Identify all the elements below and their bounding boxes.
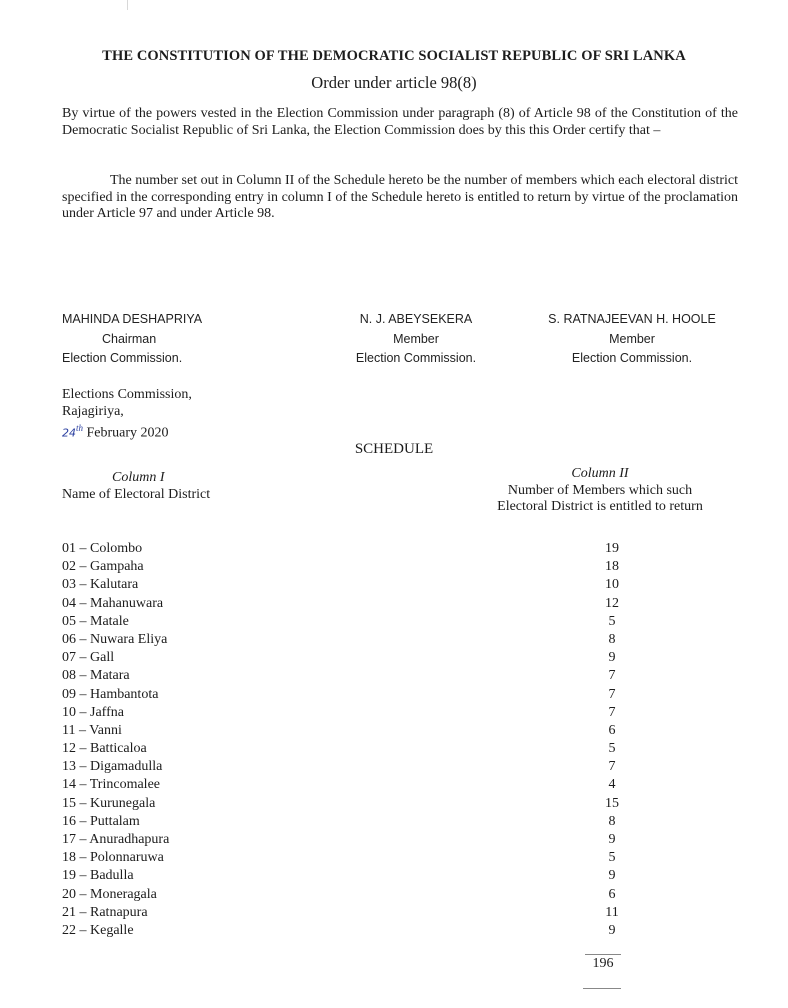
column-2-label: Column II <box>571 466 629 481</box>
district-name: 19 – Badulla <box>62 868 134 884</box>
address-line-1: Elections Commission, <box>62 387 192 402</box>
table-row <box>62 649 616 667</box>
page-number-rule-top <box>585 954 621 955</box>
district-name: 02 – Gampaha <box>62 559 144 575</box>
signatory-body: Election Commission. <box>355 351 477 365</box>
district-name: 05 – Matale <box>62 613 129 629</box>
district-name: 10 – Jaffna <box>62 704 124 720</box>
table-row <box>62 758 616 776</box>
table-row <box>62 776 616 794</box>
table-row <box>62 904 619 922</box>
member-count: 5 <box>608 741 616 757</box>
signatory-name: N. J. ABEYSEKERA <box>359 312 473 326</box>
member-count: 7 <box>608 704 616 720</box>
member-count: 11 <box>605 904 619 920</box>
table-row <box>62 595 619 613</box>
member-count: 5 <box>608 613 616 629</box>
table-row <box>62 867 616 885</box>
member-count: 7 <box>608 668 616 684</box>
district-name: 09 – Hambantota <box>62 686 159 702</box>
signatory-body: Election Commission. <box>571 351 693 365</box>
address-line-2: Rajagiriya, <box>62 404 124 419</box>
district-name: 17 – Anuradhapura <box>62 832 170 847</box>
district-name: 13 – Digamadulla <box>62 759 163 775</box>
page-number-rule-bottom <box>583 988 621 989</box>
handwritten-day-suffix: th <box>76 423 84 433</box>
member-count: 8 <box>608 813 616 829</box>
district-name: 08 – Matara <box>62 668 130 684</box>
date-month-year: February 2020 <box>86 425 169 441</box>
member-count: 9 <box>608 832 616 847</box>
district-name: 07 – Gall <box>62 650 115 666</box>
district-name: 14 – Trincomalee <box>62 777 160 793</box>
table-row <box>62 886 616 904</box>
district-name: 12 – Batticaloa <box>62 741 147 757</box>
table-row <box>62 631 616 649</box>
member-count: 8 <box>608 631 616 647</box>
district-name: 03 – Kalutara <box>62 577 139 593</box>
table-row <box>62 795 619 813</box>
member-count: 15 <box>605 795 619 811</box>
member-count: 6 <box>608 886 616 902</box>
member-count: 9 <box>608 868 616 884</box>
column-1-heading: Name of Electoral District <box>62 486 211 502</box>
handwritten-day: 24 <box>62 426 76 440</box>
signatory-name: S. RATNAJEEVAN H. HOOLE <box>548 312 716 326</box>
district-name: 22 – Kegalle <box>62 922 134 938</box>
member-count: 19 <box>605 541 619 556</box>
document-subtitle: Order under article 98(8) <box>311 73 477 92</box>
signatory-chairman <box>62 310 202 369</box>
member-count: 5 <box>608 850 616 866</box>
table-row <box>62 540 619 558</box>
column-2-heading-line-2: Electoral District is entitled to return <box>497 499 703 514</box>
district-table <box>62 540 619 940</box>
signatory-role: Member <box>609 331 655 346</box>
member-count: 6 <box>608 722 616 738</box>
column-1-label: Column I <box>112 470 165 485</box>
table-row <box>62 831 616 849</box>
district-name: 11 – Vanni <box>62 722 122 738</box>
column-2-heading-line-1: Number of Members which such <box>507 482 693 498</box>
table-row <box>62 849 616 867</box>
table-row <box>62 813 616 831</box>
member-count: 12 <box>605 595 619 611</box>
district-name: 18 – Polonnaruwa <box>62 850 164 866</box>
district-name: 01 – Colombo <box>62 541 143 556</box>
page-number: 196 <box>592 956 614 971</box>
table-row <box>62 686 616 704</box>
district-name: 06 – Nuwara Eliya <box>62 631 168 647</box>
district-name: 04 – Mahanuwara <box>62 595 164 611</box>
preamble-paragraph: By virtue of the powers vested in the Election Commission under paragraph (8) of Article 98 of the Constitution of the Democratic Socialist Republic of Sri Lanka, the Election Commission does by this this Order certify that – <box>62 106 738 138</box>
table-row <box>62 667 616 685</box>
district-name: 16 – Puttalam <box>62 813 140 829</box>
certification-paragraph: The number set out in Column II of the Schedule hereto be the number of members which each electoral district specified in the corresponding entry in column I of the Schedule hereto is entitled to return by virtue of the proclamation under Article 97 and under Article 98. <box>62 173 738 221</box>
signatory-body: Election Commission. <box>62 351 183 365</box>
member-count: 10 <box>605 577 619 593</box>
district-name: 21 – Ratnapura <box>62 904 148 920</box>
table-row <box>62 613 616 631</box>
signatory-member-2 <box>540 310 724 369</box>
table-row <box>62 740 616 758</box>
table-row <box>62 922 616 940</box>
member-count: 9 <box>608 650 616 666</box>
table-row <box>62 558 619 576</box>
member-count: 9 <box>608 922 616 938</box>
document-title: THE CONSTITUTION OF THE DEMOCRATIC SOCIALIST REPUBLIC OF SRI LANKA <box>102 48 686 64</box>
signatory-role: Chairman <box>102 331 157 346</box>
signatory-name: MAHINDA DESHAPRIYA <box>62 312 203 326</box>
issuing-address <box>62 386 192 442</box>
member-count: 7 <box>608 759 616 775</box>
schedule-title: SCHEDULE <box>354 441 434 457</box>
table-row <box>62 722 616 740</box>
table-row <box>62 704 616 722</box>
table-row <box>62 576 619 594</box>
district-name: 15 – Kurunegala <box>62 795 156 811</box>
signatory-member-1 <box>346 310 486 369</box>
member-count: 4 <box>608 777 616 793</box>
column-2-header <box>455 466 745 516</box>
issue-date <box>62 420 192 442</box>
district-name: 20 – Moneragala <box>62 886 157 902</box>
column-1-header <box>62 470 232 503</box>
scan-mark <box>127 0 128 10</box>
member-count: 18 <box>605 559 619 575</box>
member-count: 7 <box>608 686 616 702</box>
signatory-role: Member <box>393 331 439 346</box>
